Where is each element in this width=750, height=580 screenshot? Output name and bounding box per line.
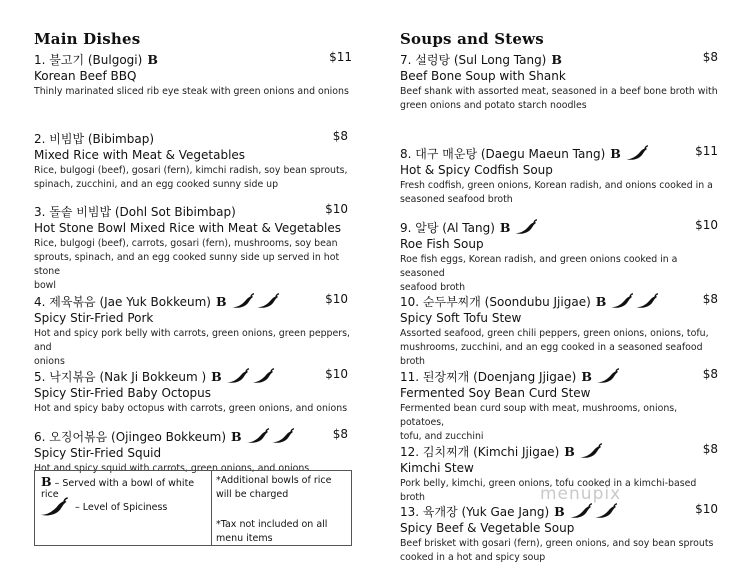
section-title-main-dishes: Main Dishes [34,30,141,48]
section-title-soups: Soups and Stews [400,30,544,48]
rice-b-marker: B [610,145,621,161]
item-name: 5. 낙지볶음 (Nak Ji Bokkeum ) [34,369,207,384]
spice-level [579,443,604,459]
item-description [34,237,352,293]
item-price: $11 [329,50,352,64]
item-name: 4. 제육볶음 (Jae Yuk Bokkeum) [34,294,211,309]
item-english-name: Spicy Beef & Vegetable Soup [400,521,575,535]
item-description [400,327,718,369]
menu-item [34,202,352,293]
item-price: $10 [325,292,348,306]
description-line: Hot and spicy squid with carrots, green onions, and onions [34,463,310,474]
rice-b-marker: B [564,443,575,459]
item-description [34,85,352,99]
spice-level [569,503,619,519]
item-name: 11. 된장찌개 (Doenjang Jjigae) [400,369,577,384]
legend-box [34,470,352,546]
chili-pepper-icon [246,428,270,444]
menu-item [400,367,718,444]
menu-item [400,50,718,113]
description-line: Beef shank with assorted meat, seasoned in a beef bone broth with [400,86,718,97]
item-header [34,427,352,445]
item-header [34,202,352,220]
description-line: Thinly marinated sliced rib eye steak with green onions and onions [34,86,349,97]
item-price: $8 [702,367,718,381]
item-header [34,292,352,310]
spice-level [231,293,281,309]
item-english-name: Spicy Stir-Fried Squid [34,446,162,460]
description-line: Roe fish eggs, Korean radish, and green onions cooked in a seasoned [400,254,678,279]
item-english-name: Roe Fish Soup [400,237,484,251]
item-price: $10 [325,202,348,216]
item-english-name: Mixed Rice with Meat & Vegetables [34,148,246,162]
item-name: 12. 김치찌개 (Kimchi Jjigae) [400,444,560,459]
chili-pepper-icon [625,145,649,161]
item-header [400,502,718,520]
legend-note-tax: *Tax not included on all menu items [216,519,328,544]
rice-b-marker: B [551,51,562,67]
item-english-name: Beef Bone Soup with Shank [400,69,566,83]
item-price: $11 [695,144,718,158]
menu-item [400,502,718,565]
chili-pepper-icon [514,219,538,235]
chili-pepper-icon [251,368,275,384]
rice-b-marker: B [147,51,158,67]
spice-level [596,368,621,384]
description-line: Hot and spicy pork belly with carrots, green onions, green peppers, and [34,328,350,353]
item-price: $8 [332,427,348,441]
legend-note-rice: *Additional bowls of rice will be charged [216,475,332,500]
item-header [400,367,718,385]
item-english-name: Kimchi Stew [400,461,474,475]
chili-pepper-icon [610,293,634,309]
description-line: seasoned seafood broth [400,194,513,205]
rice-b-marker: B [554,503,565,519]
item-description [400,85,718,113]
item-header [400,292,718,310]
item-description [400,179,718,207]
menu-item [34,427,352,476]
item-name: 6. 오징어볶음 (Ojingeo Bokkeum) [34,429,226,444]
legend-pepper-text: – Level of Spiciness [75,501,168,513]
rice-b-marker: B [215,293,227,309]
item-name: 10. 순두부찌개 (Soondubu Jjigae) [400,294,591,309]
description-line: Assorted seafood, green chili peppers, green onions, onions, tofu, [400,328,709,339]
item-english-name: Fermented Soy Bean Curd Stew [400,386,591,400]
item-price: $10 [695,218,718,232]
description-line: green onions and potato starch noodles [400,100,587,111]
menu-item [34,292,352,369]
description-line: Beef brisket with gosari (fern), green onions, and soy bean sprouts [400,538,714,549]
description-line: seafood broth [400,282,466,293]
chili-pepper-icon [569,503,593,519]
item-name: 13. 육개장 (Yuk Gae Jang) [400,504,550,519]
item-description [400,253,718,295]
chili-pepper-icon [594,503,618,519]
rice-b-marker: B [595,293,607,309]
item-header [34,50,352,68]
item-description [34,327,352,369]
rice-b-marker: B [499,219,511,235]
description-line: onions [34,356,65,367]
chili-pepper-icon [256,293,280,309]
description-line: Hot and spicy baby octopus with carrots, green onions, and onions [34,403,348,414]
menu-item [34,50,352,99]
item-english-name: Hot & Spicy Codfish Soup [400,163,553,177]
item-price: $10 [695,502,718,516]
chili-pepper-icon [39,497,69,517]
description-line: cooked in a hot and spicy soup [400,552,546,563]
description-line: Pork belly, kimchi, green onions, tofu cooked in a kimchi-based broth [400,478,697,503]
description-line: mushrooms, zucchini, and an egg cooked in a seasoned seafood broth [400,342,703,367]
chili-pepper-icon [596,368,620,384]
description-line: Rice, bulgogi (beef), gosari (fern), kimchi radish, soy bean sprouts, [34,165,348,176]
description-line: Rice, bulgogi (beef), carrots, gosari (fern), mushrooms, soy bean [34,238,338,249]
description-line: tofu, and zucchini [400,431,484,442]
menu-item [400,144,718,207]
legend-pepper-row [39,497,167,517]
item-price: $8 [332,129,348,143]
item-header [34,367,352,385]
item-english-name: Spicy Stir-Fried Pork [34,311,154,325]
chili-pepper-icon [271,428,295,444]
menu-item [34,367,352,416]
item-name: 9. 알탕 (Al Tang) [400,220,495,235]
spice-level [514,219,539,235]
chili-pepper-icon [226,368,250,384]
item-name: 3. 돌솥 비빔밥 (Dohl Sot Bibimbap) [34,204,236,219]
item-header [400,144,718,162]
rice-b-marker: B [581,368,592,384]
item-header [400,50,718,68]
item-header [400,442,718,460]
description-line: Fresh codfish, green onions, Korean radish, and onions cooked in a [400,180,713,191]
item-price: $8 [702,292,718,306]
item-header [34,129,352,147]
spice-level [226,368,276,384]
description-line: spinach, zucchini, and an egg cooked sunny side up [34,179,279,190]
item-english-name: Spicy Soft Tofu Stew [400,311,522,325]
item-name: 8. 대구 매운탕 (Daegu Maeun Tang) [400,146,606,161]
item-english-name: Hot Stone Bowl Mixed Rice with Meat & Vegetables [34,221,341,235]
rice-b-marker: B [231,428,242,444]
item-name: 2. 비빔밥 (Bibimbap) [34,131,155,146]
spice-level [625,145,650,161]
chili-pepper-icon [231,293,255,309]
menu-item [400,292,718,369]
item-price: $10 [325,367,348,381]
item-price: $8 [702,50,718,64]
item-header [400,218,718,236]
menu-item [400,218,718,295]
rice-b-marker: B [211,368,222,384]
item-english-name: Korean Beef BBQ [34,69,137,83]
description-line: sprouts, spinach, and an egg cooked sunny side up served in hot stone [34,252,340,277]
spice-level [246,428,296,444]
spice-level [610,293,660,309]
legend-b-text: – Served with a bowl of white rice [41,478,195,500]
legend-notes [212,471,351,545]
item-name: 1. 불고기 (Bulgogi) [34,52,143,67]
item-description [400,402,718,444]
item-name: 7. 설렁탕 (Sul Long Tang) [400,52,547,67]
description-line: bowl [34,280,56,291]
menu-item [34,129,352,192]
item-price: $8 [702,442,718,456]
chili-pepper-icon [579,443,603,459]
main-dishes-column [34,30,352,474]
item-description [400,537,718,565]
item-description [34,164,352,192]
legend-key [35,471,212,545]
watermark: menupix [540,484,622,504]
item-english-name: Spicy Stir-Fried Baby Octopus [34,386,212,400]
item-description [34,402,352,416]
legend-b-symbol: B [41,474,52,489]
chili-pepper-icon [635,293,659,309]
description-line: Fermented bean curd soup with meat, mushrooms, onions, potatoes, [400,403,678,428]
